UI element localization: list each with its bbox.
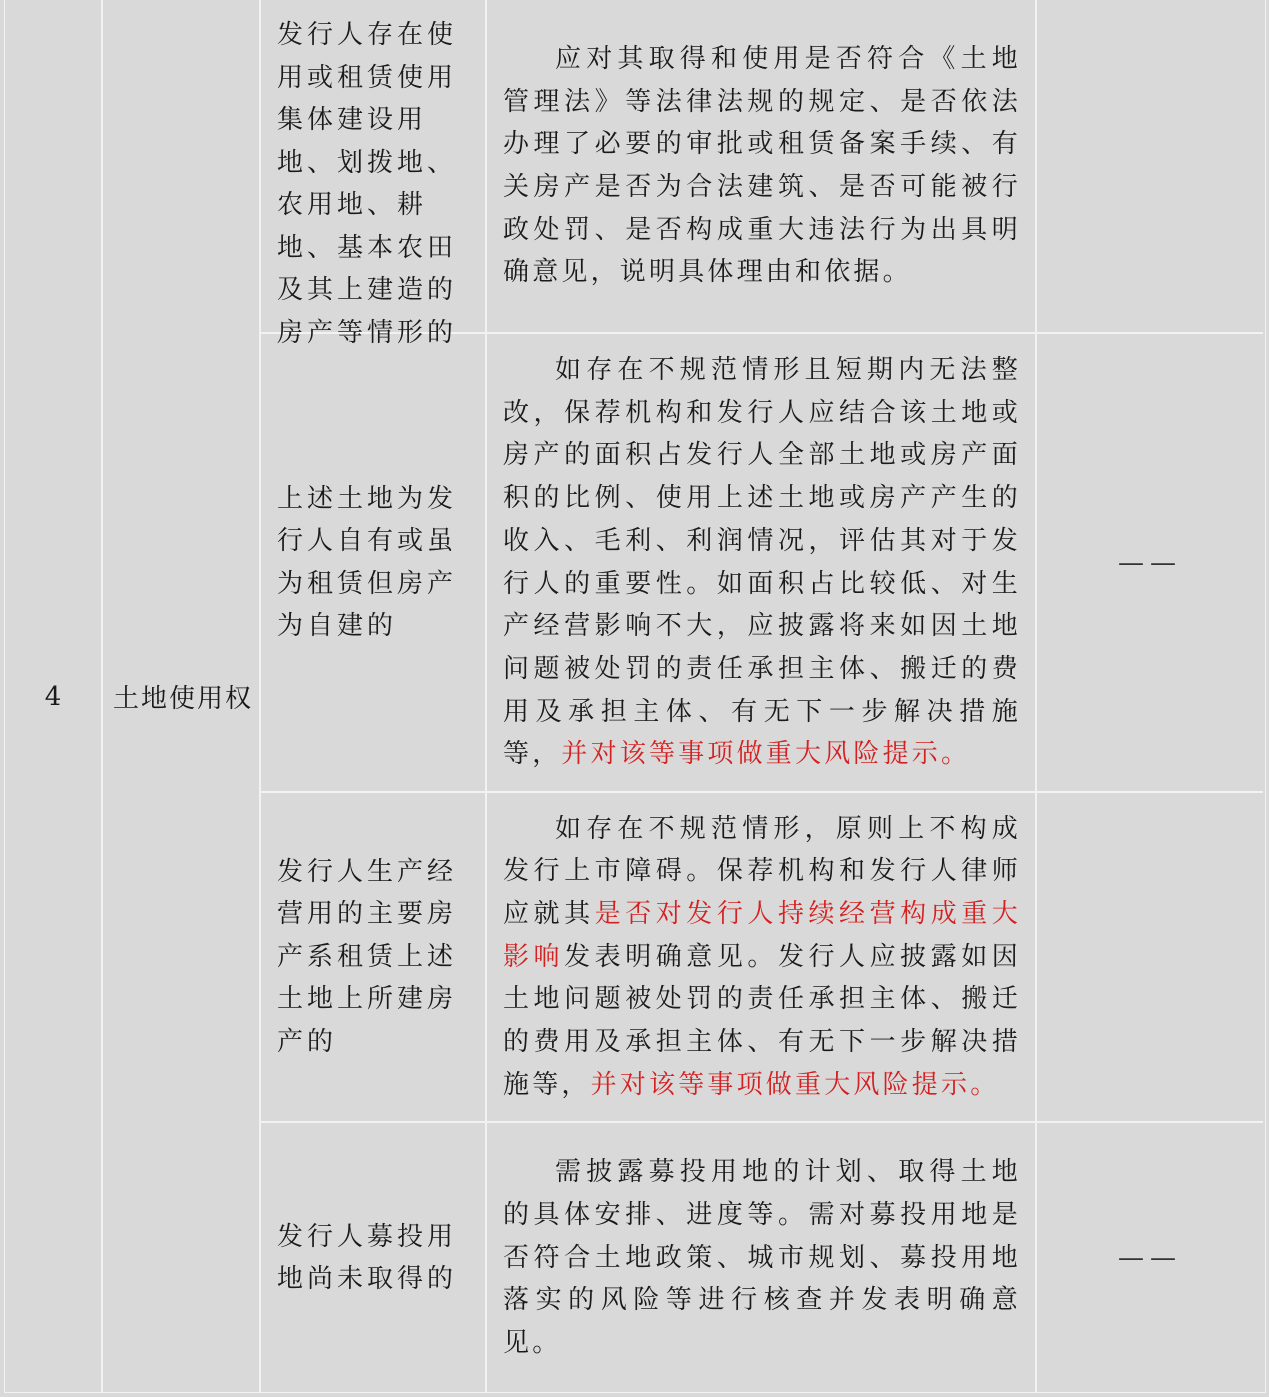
situation-text: 发行人生产经营用的主要房产系租赁上述土地上所建房产的 bbox=[277, 856, 458, 1057]
situation-cell bbox=[259, 793, 485, 1121]
requirement-cell bbox=[487, 793, 1035, 1121]
requirement-cell bbox=[487, 1123, 1035, 1393]
requirement-cell bbox=[487, 0, 1035, 332]
requirement-text bbox=[503, 1151, 1021, 1365]
situation-cell bbox=[259, 1123, 485, 1393]
regulation-table bbox=[4, 0, 1266, 1393]
risk-highlight: 并对该等事项做重大风险提示。 bbox=[561, 739, 971, 770]
row-number: 4 bbox=[44, 681, 62, 712]
situation-text: 发行人募投用地尚未取得的 bbox=[277, 1221, 458, 1294]
note-dash: —— bbox=[1118, 1243, 1182, 1273]
risk-highlight: 并对该等事项做重大风险提示。 bbox=[590, 1069, 1000, 1100]
situation-cell bbox=[259, 334, 485, 791]
requirement-segment: 应对其取得和使用是否符合《土地管理法》等法律法规的规定、是否依法办理了必要的审批或租赁备案手续、有关房产是否为合法建筑、是否可能被行政处罚、是否构成重大违法行为出具明确意见，说明具体理由和依据。 bbox=[503, 43, 1021, 288]
requirement-segment: 如存在不规范情形且短期内无法整改，保荐机构和发行人应结合该土地或房产的面积占发行人全部土地或房产面积的比例、使用上述土地或房产产生的收入、毛利、利润情况，评估其对于发行人的重要性。如面积占比较低、对生产经营影响不大，应披露将来如因土地问题被处罚的责任承担主体、搬迁的费用及承担主体、有无下一步解决措施等， bbox=[503, 354, 1021, 770]
note-cell bbox=[1037, 0, 1263, 332]
situation-cell bbox=[259, 14, 485, 348]
requirement-text bbox=[503, 38, 1021, 294]
situation-text: 发行人存在使用或租赁使用集体建设用地、划拨地、农用地、耕地、基本农田及其上建造的房产等情形的 bbox=[277, 20, 458, 348]
requirement-segment: 如存在不规范情形，原则上不构成发行上市障碍。保荐机构和发行人律师应就其 bbox=[503, 813, 1021, 929]
impact-highlight: 是否对发行人持续经营构成重大影响 bbox=[503, 898, 1021, 972]
requirement-cell bbox=[487, 334, 1035, 791]
note-cell bbox=[1037, 793, 1263, 1121]
requirement-text bbox=[503, 808, 1021, 1107]
requirement-segment: 发表明确意见。发行人应披露如因土地问题被处罚的责任承担主体、搬迁的费用及承担主体、有无下一步解决措施等， bbox=[503, 941, 1021, 1100]
situation-text: 上述土地为发行人自有或虽为租赁但房产为自建的 bbox=[277, 483, 458, 641]
requirement-segment: 需披露募投用地的计划、取得土地的具体安排、进度等。需对募投用地是否符合土地政策、城市规划、募投用地落实的风险等进行核查并发表明确意见。 bbox=[503, 1157, 1021, 1359]
category-label: 土地使用权 bbox=[113, 684, 254, 714]
requirement-text bbox=[503, 349, 1021, 776]
note-dash: —— bbox=[1118, 547, 1182, 578]
